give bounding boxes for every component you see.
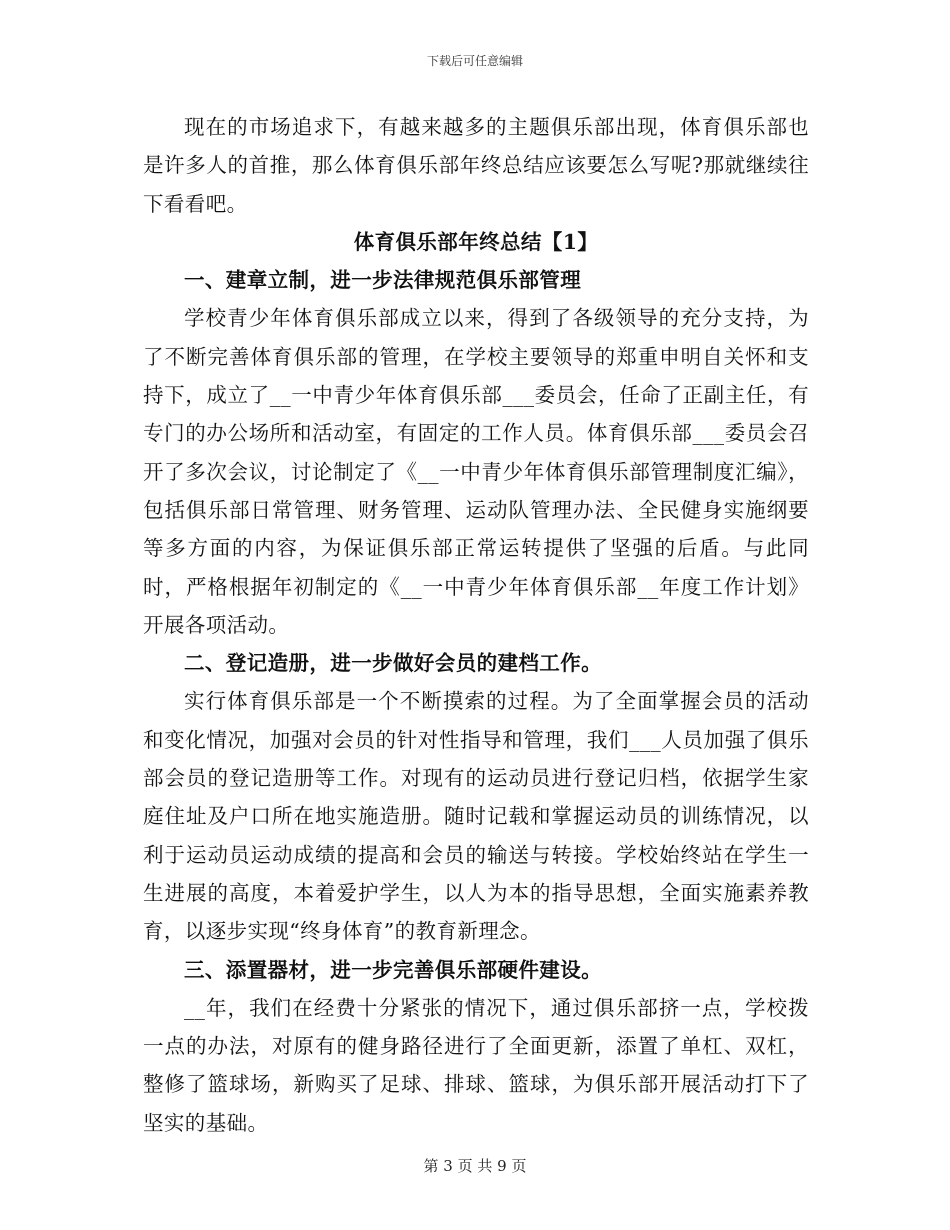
- intro-paragraph: 现在的市场追求下，有越来越多的主题俱乐部出现，体育俱乐部也是许多人的首推，那么体育俱乐部年终总结应该要怎么写呢?那就继续往下看看吧。: [143, 115, 809, 216]
- document-title: 体育俱乐部年终总结【1】: [353, 229, 599, 254]
- page-indicator: 第 3 页 共 9 页: [423, 1157, 527, 1175]
- section-heading-1: 一、建章立制，进一步法律规范俱乐部管理: [184, 268, 582, 293]
- header-note: 下载后可任意编辑: [426, 54, 523, 68]
- section-paragraph-2: 实行体育俱乐部是一个不断摸索的过程。为了全面掌握会员的活动和变化情况，加强对会员的针对性指导和管理，我们___人员加强了俱乐部会员的登记造册等工作。对现有的运动员进行登记归档，依据学生家庭住址及户口所在地实施造册。随时记载和掌握运动员的训练情况，以利于运动员运动成绩的提高和会员的输送与转接。学校始终站在学生一生进展的高度，本着爱护学生，以人为本的指导思想，全面实施素养教育，以逐步实现“终身体育”的教育新理念。: [143, 689, 809, 944]
- section-paragraph-3: __年，我们在经费十分紧张的情况下，通过俱乐部挤一点，学校拨一点的办法，对原有的健身路径进行了全面更新，添置了单杠、双杠，整修了篮球场，新购买了足球、排球、篮球，为俱乐部开展活动打下了坚实的基础。: [143, 995, 809, 1135]
- section-paragraph-1: 学校青少年体育俱乐部成立以来，得到了各级领导的充分支持，为了不断完善体育俱乐部的管理，在学校主要领导的郑重申明自关怀和支持下，成立了__一中青少年体育俱乐部___委员会，任命了正副主任，有专门的办公场所和活动室，有固定的工作人员。体育俱乐部___委员会召开了多次会议，讨论制定了《__一中青少年体育俱乐部管理制度汇编》，包括俱乐部日常管理、财务管理、运动队管理办法、全民健身实施纲要等多方面的内容，为保证俱乐部正常运转提供了坚强的后盾。与此同时，严格根据年初制定的《__一中青少年体育俱乐部__年度工作计划》开展各项活动。: [143, 306, 809, 637]
- document-body: [143, 108, 809, 1142]
- section-heading-2: 二、登记造册，进一步做好会员的建档工作。: [184, 651, 602, 676]
- section-heading-3: 三、添置器材，进一步完善俱乐部硬件建设。: [184, 957, 602, 982]
